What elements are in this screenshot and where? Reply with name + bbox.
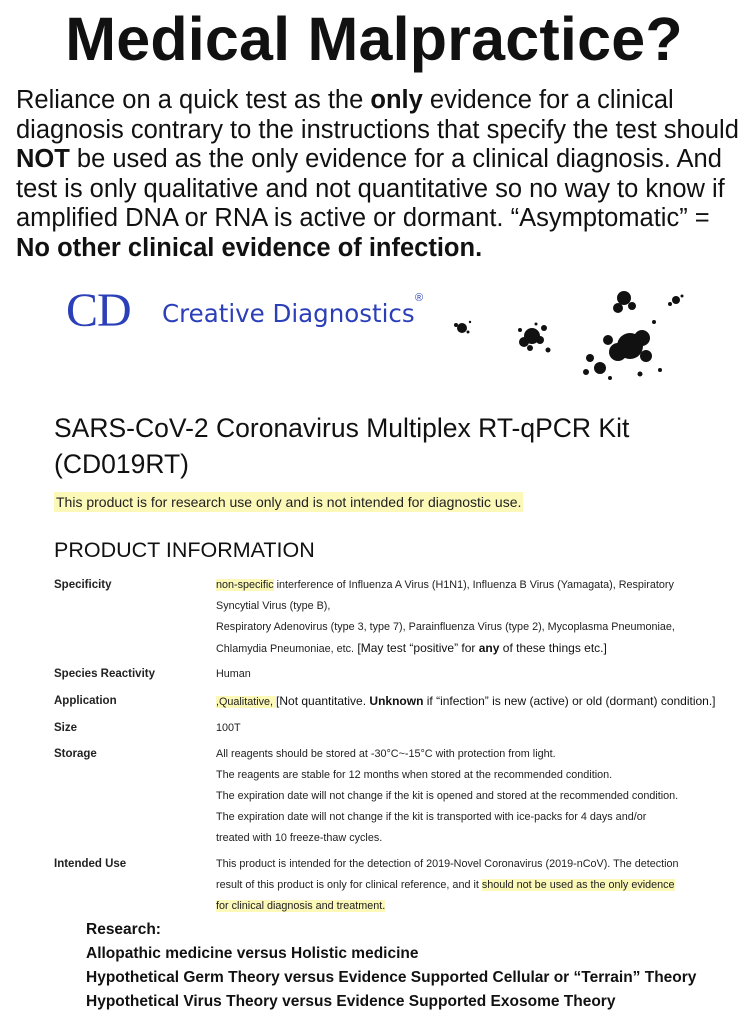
research-line: Allopathic medicine versus Holistic medicine (86, 945, 419, 962)
research-use-notice: This product is for research use only and is not intended for diagnostic use. (56, 494, 522, 510)
registered-mark: ® (415, 292, 424, 304)
specificity-label: Specificity (54, 579, 112, 591)
specificity-value: non-specific interference of Influenza A Virus (H1N1), Influenza B Virus (Yamagata), Respiratory Syncytial Virus (type B), Respiratory Adenovirus (type 3, type 7), Parainfluenza Virus (type 2), Mycoplasma Pneumoniae, Chlamydia Pneumoniae, etc. [May test “positive” for any of these things etc.] (216, 579, 675, 655)
research-list (86, 918, 696, 1014)
research-line: Hypothetical Virus Theory versus Evidence Supported Exosome Theory (86, 993, 616, 1010)
logo-name: Creative Diagnostics (162, 299, 415, 328)
page-title: Medical Malpractice? (65, 5, 683, 73)
intro-paragraph: Reliance on a quick test as the only evidence for a clinical diagnosis contrary to the instructions that specify the test should NOT be used as the only evidence for a clinical diagnosis. And test is only qualitative and not quantitative so no way to know if amplified DNA or RNA is active or dormant. “Asymptomatic” = No other clinical evidence of infection. (16, 86, 739, 262)
research-heading: Research: (86, 921, 161, 938)
ink-splatter-graphic (440, 278, 690, 388)
product-title: SARS-CoV-2 Coronavirus Multiplex RT-qPCR Kit (CD019RT) (54, 413, 630, 479)
research-line: Hypothetical Germ Theory versus Evidence Supported Cellular or “Terrain” Theory (86, 969, 697, 986)
logo-mark: CD (66, 284, 131, 337)
product-information-heading: PRODUCT INFORMATION (54, 538, 315, 562)
